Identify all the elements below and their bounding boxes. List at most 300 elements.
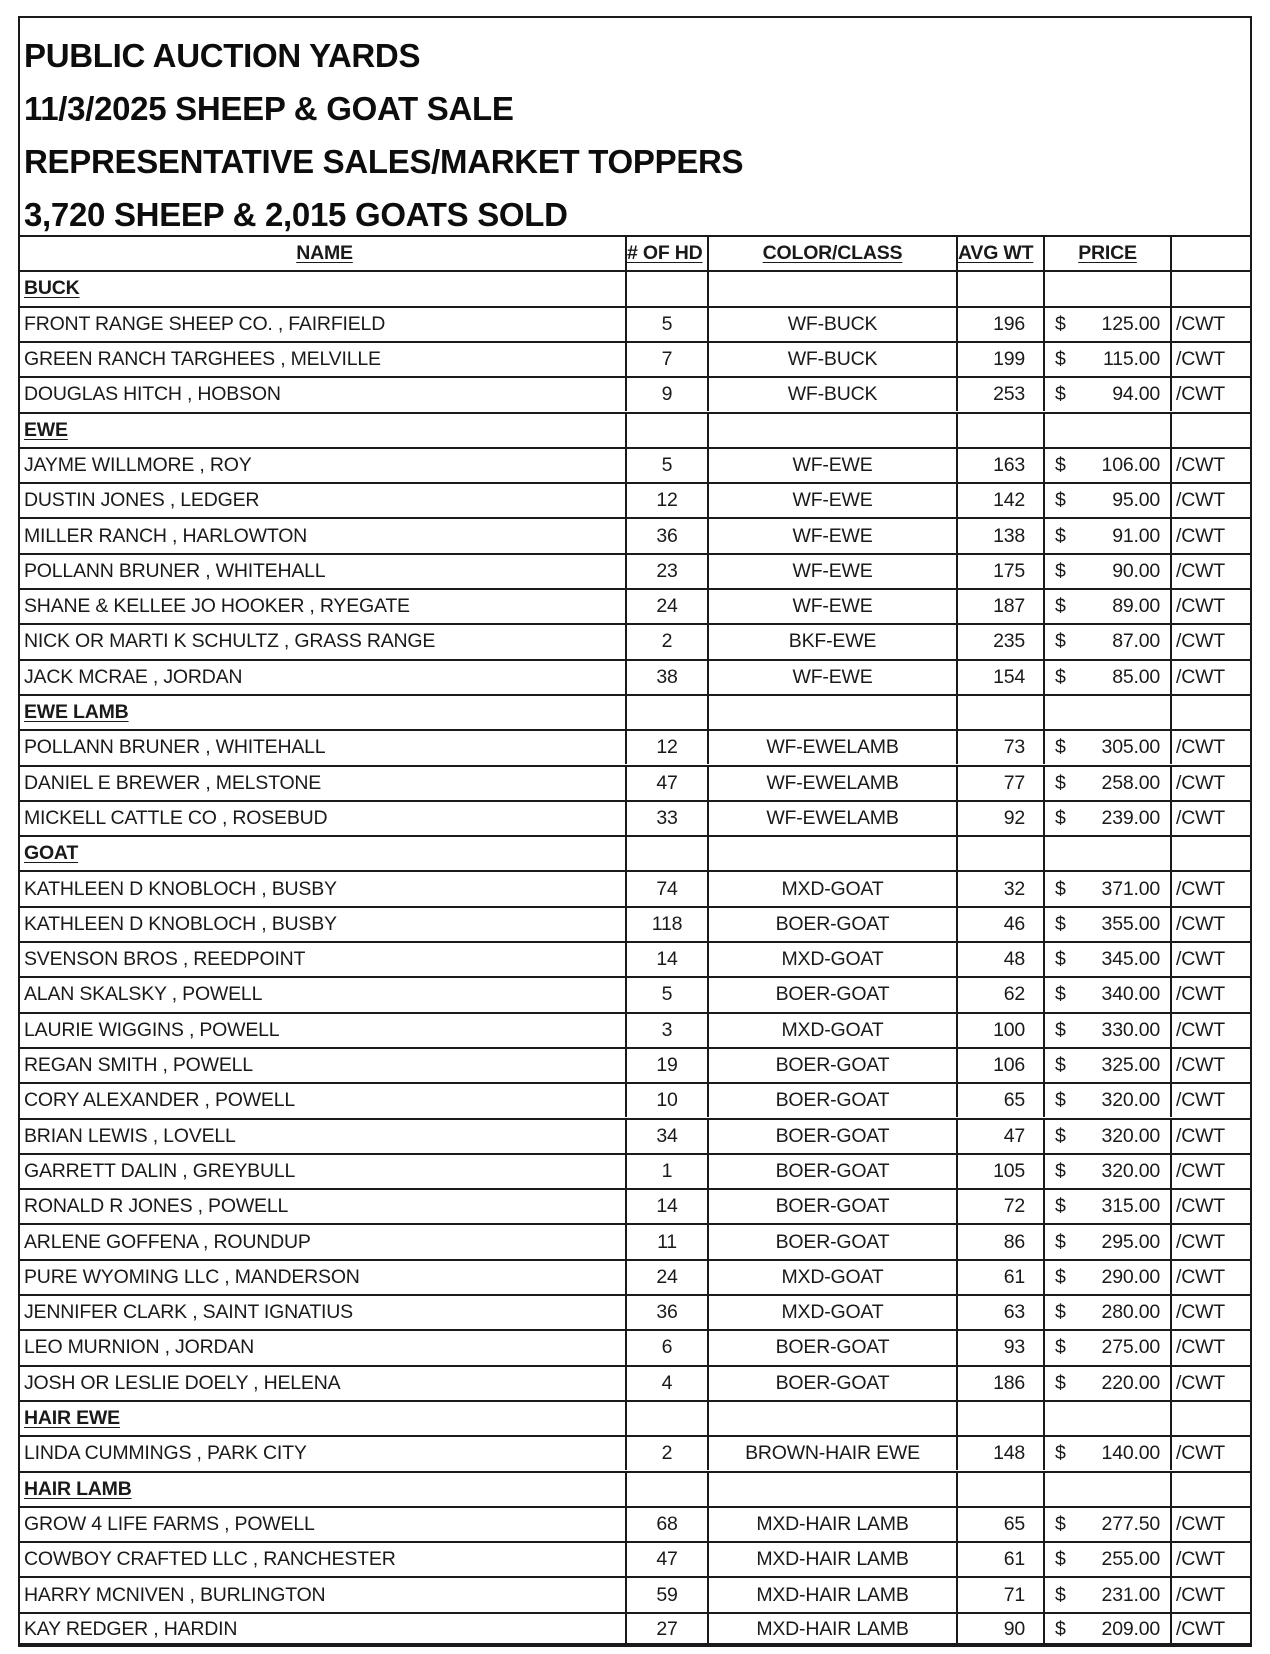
table-row	[18, 1612, 1252, 1647]
head-count: 36	[625, 1296, 707, 1329]
currency-symbol: $	[1055, 983, 1066, 1006]
price-unit: /CWT	[1170, 1578, 1252, 1611]
column-header-unit	[1170, 237, 1252, 270]
color-class: MXD-HAIR LAMB	[707, 1543, 956, 1576]
price-amount: 95.00	[1112, 489, 1160, 512]
consignor-name: COWBOY CRAFTED LLC , RANCHESTER	[18, 1543, 625, 1576]
price	[1043, 802, 1170, 835]
average-weight: 63	[956, 1296, 1043, 1329]
empty-cell	[707, 837, 956, 870]
currency-symbol: $	[1055, 1548, 1066, 1571]
price-unit: /CWT	[1170, 1225, 1252, 1258]
section-label-cell	[18, 696, 625, 729]
color-class: MXD-HAIR LAMB	[707, 1578, 956, 1611]
consignor-name: POLLANN BRUNER , WHITEHALL	[18, 731, 625, 764]
currency-symbol: $	[1055, 383, 1066, 406]
price-unit: /CWT	[1170, 1296, 1252, 1329]
empty-cell	[707, 272, 956, 305]
currency-symbol: $	[1055, 630, 1066, 653]
section-row	[18, 694, 1252, 729]
consignor-name: SVENSON BROS , REEDPOINT	[18, 943, 625, 976]
consignor-name: CORY ALEXANDER , POWELL	[18, 1084, 625, 1117]
color-class: WF-EWE	[707, 519, 956, 552]
price-unit: /CWT	[1170, 343, 1252, 376]
empty-cell	[1170, 272, 1252, 305]
price-unit: /CWT	[1170, 872, 1252, 905]
price-amount: 140.00	[1101, 1442, 1160, 1465]
consignor-name: ALAN SKALSKY , POWELL	[18, 978, 625, 1011]
price	[1043, 1120, 1170, 1153]
consignor-name: LEO MURNION , JORDAN	[18, 1331, 625, 1364]
color-class: WF-EWE	[707, 449, 956, 482]
head-count: 1	[625, 1155, 707, 1188]
section-label-cell	[18, 1473, 625, 1506]
table-row	[18, 765, 1252, 800]
head-count: 6	[625, 1331, 707, 1364]
empty-cell	[1170, 696, 1252, 729]
average-weight: 93	[956, 1331, 1043, 1364]
price-unit: /CWT	[1170, 1508, 1252, 1541]
head-count: 10	[625, 1084, 707, 1117]
average-weight: 199	[956, 343, 1043, 376]
average-weight: 61	[956, 1261, 1043, 1294]
head-count: 33	[625, 802, 707, 835]
head-count: 38	[625, 661, 707, 694]
table-row	[18, 659, 1252, 694]
consignor-name: NICK OR MARTI K SCHULTZ , GRASS RANGE	[18, 625, 625, 658]
price	[1043, 1614, 1170, 1645]
table-row	[18, 1576, 1252, 1611]
consignor-name: GARRETT DALIN , GREYBULL	[18, 1155, 625, 1188]
price-amount: 277.50	[1101, 1512, 1160, 1535]
price-unit: /CWT	[1170, 661, 1252, 694]
color-class: WF-EWE	[707, 555, 956, 588]
empty-cell	[1170, 837, 1252, 870]
empty-cell	[1043, 696, 1170, 729]
average-weight: 72	[956, 1190, 1043, 1223]
color-class: BOER-GOAT	[707, 1049, 956, 1082]
head-count: 68	[625, 1508, 707, 1541]
report-title-head-count: 3,720 SHEEP & 2,015 GOATS SOLD	[24, 196, 568, 233]
price	[1043, 590, 1170, 623]
empty-cell	[625, 414, 707, 447]
empty-cell	[1170, 414, 1252, 447]
consignor-name: JAYME WILLMORE , ROY	[18, 449, 625, 482]
consignor-name: HARRY MCNIVEN , BURLINGTON	[18, 1578, 625, 1611]
table-header-row	[18, 235, 1252, 270]
table-row	[18, 1435, 1252, 1470]
price-amount: 355.00	[1101, 912, 1160, 935]
price-unit: /CWT	[1170, 1190, 1252, 1223]
table-row	[18, 870, 1252, 905]
price	[1043, 1331, 1170, 1364]
price-amount: 255.00	[1101, 1548, 1160, 1571]
price-amount: 320.00	[1101, 1159, 1160, 1182]
table-row	[18, 1153, 1252, 1188]
price-amount: 91.00	[1112, 524, 1160, 547]
price-amount: 371.00	[1101, 877, 1160, 900]
head-count: 3	[625, 1014, 707, 1047]
price	[1043, 1155, 1170, 1188]
head-count: 47	[625, 767, 707, 800]
price-amount: 320.00	[1101, 1124, 1160, 1147]
price	[1043, 661, 1170, 694]
price	[1043, 943, 1170, 976]
head-count: 24	[625, 1261, 707, 1294]
empty-cell	[956, 837, 1043, 870]
price-amount: 90.00	[1112, 559, 1160, 582]
price	[1043, 449, 1170, 482]
color-class: WF-EWELAMB	[707, 802, 956, 835]
average-weight: 163	[956, 449, 1043, 482]
average-weight: 71	[956, 1578, 1043, 1611]
price-unit: /CWT	[1170, 1331, 1252, 1364]
section-row	[18, 412, 1252, 447]
price-unit: /CWT	[1170, 978, 1252, 1011]
table-row	[18, 1223, 1252, 1258]
price-amount: 325.00	[1101, 1054, 1160, 1077]
head-count: 14	[625, 1190, 707, 1223]
price-amount: 209.00	[1101, 1617, 1160, 1640]
price	[1043, 1578, 1170, 1611]
table-row	[18, 729, 1252, 764]
head-count: 36	[625, 519, 707, 552]
consignor-name: DOUGLAS HITCH , HOBSON	[18, 378, 625, 411]
price-unit: /CWT	[1170, 625, 1252, 658]
head-count: 34	[625, 1120, 707, 1153]
price-unit: /CWT	[1170, 1261, 1252, 1294]
price-unit: /CWT	[1170, 802, 1252, 835]
empty-cell	[625, 1402, 707, 1435]
table-row	[18, 447, 1252, 482]
empty-cell	[625, 272, 707, 305]
price-unit: /CWT	[1170, 519, 1252, 552]
price-amount: 89.00	[1112, 595, 1160, 618]
head-count: 4	[625, 1367, 707, 1400]
price-amount: 320.00	[1101, 1089, 1160, 1112]
price-unit: /CWT	[1170, 378, 1252, 411]
empty-cell	[707, 1473, 956, 1506]
table-row	[18, 976, 1252, 1011]
head-count: 5	[625, 978, 707, 1011]
table-row	[18, 1082, 1252, 1117]
empty-cell	[1043, 1402, 1170, 1435]
price-amount: 340.00	[1101, 983, 1160, 1006]
price	[1043, 519, 1170, 552]
color-class: BOER-GOAT	[707, 1225, 956, 1258]
empty-cell	[956, 272, 1043, 305]
currency-symbol: $	[1055, 1018, 1066, 1041]
currency-symbol: $	[1055, 1054, 1066, 1077]
price-amount: 305.00	[1101, 736, 1160, 759]
report-title-subtitle: REPRESENTATIVE SALES/MARKET TOPPERS	[24, 143, 744, 180]
column-header-name-label: NAME	[296, 242, 353, 265]
price	[1043, 908, 1170, 941]
head-count: 5	[625, 308, 707, 341]
price	[1043, 625, 1170, 658]
price-amount: 290.00	[1101, 1265, 1160, 1288]
table-row	[18, 1188, 1252, 1223]
empty-cell	[956, 1473, 1043, 1506]
table-row	[18, 482, 1252, 517]
price-amount: 87.00	[1112, 630, 1160, 653]
price-unit: /CWT	[1170, 1014, 1252, 1047]
currency-symbol: $	[1055, 1230, 1066, 1253]
price-amount: 85.00	[1112, 665, 1160, 688]
section-label: EWE LAMB	[24, 701, 129, 724]
average-weight: 138	[956, 519, 1043, 552]
average-weight: 48	[956, 943, 1043, 976]
average-weight: 86	[956, 1225, 1043, 1258]
average-weight: 187	[956, 590, 1043, 623]
price-unit: /CWT	[1170, 1437, 1252, 1470]
price	[1043, 1543, 1170, 1576]
head-count: 7	[625, 343, 707, 376]
price	[1043, 343, 1170, 376]
empty-cell	[1043, 272, 1170, 305]
price-unit: /CWT	[1170, 943, 1252, 976]
price	[1043, 1049, 1170, 1082]
consignor-name: JENNIFER CLARK , SAINT IGNATIUS	[18, 1296, 625, 1329]
average-weight: 77	[956, 767, 1043, 800]
price-unit: /CWT	[1170, 731, 1252, 764]
color-class: BOER-GOAT	[707, 1084, 956, 1117]
average-weight: 105	[956, 1155, 1043, 1188]
price-amount: 330.00	[1101, 1018, 1160, 1041]
consignor-name: DUSTIN JONES , LEDGER	[18, 484, 625, 517]
price-amount: 295.00	[1101, 1230, 1160, 1253]
color-class: MXD-GOAT	[707, 1014, 956, 1047]
price	[1043, 872, 1170, 905]
price	[1043, 1084, 1170, 1117]
column-header-price	[1043, 237, 1170, 270]
table-row	[18, 1259, 1252, 1294]
price-amount: 315.00	[1101, 1195, 1160, 1218]
currency-symbol: $	[1055, 312, 1066, 335]
head-count: 12	[625, 484, 707, 517]
average-weight: 253	[956, 378, 1043, 411]
consignor-name: GREEN RANCH TARGHEES , MELVILLE	[18, 343, 625, 376]
average-weight: 65	[956, 1084, 1043, 1117]
column-header-color-class	[707, 237, 956, 270]
price	[1043, 555, 1170, 588]
column-header-avg-wt-label: AVG WT	[958, 242, 1034, 265]
consignor-name: RONALD R JONES , POWELL	[18, 1190, 625, 1223]
consignor-name: REGAN SMITH , POWELL	[18, 1049, 625, 1082]
color-class: MXD-GOAT	[707, 872, 956, 905]
table-row	[18, 1506, 1252, 1541]
price-amount: 275.00	[1101, 1336, 1160, 1359]
table-row	[18, 341, 1252, 376]
table-row	[18, 623, 1252, 658]
price	[1043, 1296, 1170, 1329]
currency-symbol: $	[1055, 877, 1066, 900]
price-unit: /CWT	[1170, 449, 1252, 482]
average-weight: 100	[956, 1014, 1043, 1047]
price-amount: 345.00	[1101, 948, 1160, 971]
color-class: BOER-GOAT	[707, 1155, 956, 1188]
currency-symbol: $	[1055, 1583, 1066, 1606]
price-amount: 125.00	[1101, 312, 1160, 335]
average-weight: 142	[956, 484, 1043, 517]
head-count: 74	[625, 872, 707, 905]
price	[1043, 978, 1170, 1011]
empty-cell	[707, 1402, 956, 1435]
head-count: 23	[625, 555, 707, 588]
color-class: BKF-EWE	[707, 625, 956, 658]
price-unit: /CWT	[1170, 484, 1252, 517]
price-unit: /CWT	[1170, 767, 1252, 800]
color-class: BOER-GOAT	[707, 1120, 956, 1153]
section-label-cell	[18, 272, 625, 305]
currency-symbol: $	[1055, 559, 1066, 582]
table-row	[18, 941, 1252, 976]
currency-symbol: $	[1055, 524, 1066, 547]
color-class: WF-EWE	[707, 661, 956, 694]
empty-cell	[1043, 414, 1170, 447]
currency-symbol: $	[1055, 1195, 1066, 1218]
empty-cell	[956, 696, 1043, 729]
consignor-name: LINDA CUMMINGS , PARK CITY	[18, 1437, 625, 1470]
section-row	[18, 1471, 1252, 1506]
color-class: BOER-GOAT	[707, 1331, 956, 1364]
average-weight: 62	[956, 978, 1043, 1011]
color-class: BOER-GOAT	[707, 908, 956, 941]
currency-symbol: $	[1055, 736, 1066, 759]
empty-cell	[625, 837, 707, 870]
currency-symbol: $	[1055, 912, 1066, 935]
section-row	[18, 1400, 1252, 1435]
sale-report-sheet	[18, 16, 1252, 1645]
average-weight: 92	[956, 802, 1043, 835]
color-class: MXD-GOAT	[707, 1261, 956, 1294]
table-row	[18, 1012, 1252, 1047]
color-class: BOER-GOAT	[707, 1367, 956, 1400]
consignor-name: KAY REDGER , HARDIN	[18, 1614, 625, 1645]
average-weight: 196	[956, 308, 1043, 341]
currency-symbol: $	[1055, 1301, 1066, 1324]
column-header-price-label: PRICE	[1078, 242, 1137, 265]
head-count: 27	[625, 1614, 707, 1645]
table-row	[18, 1329, 1252, 1364]
currency-symbol: $	[1055, 595, 1066, 618]
average-weight: 175	[956, 555, 1043, 588]
price	[1043, 1437, 1170, 1470]
color-class: WF-BUCK	[707, 343, 956, 376]
head-count: 11	[625, 1225, 707, 1258]
report-title-yard: PUBLIC AUCTION YARDS	[24, 37, 421, 74]
price-unit: /CWT	[1170, 308, 1252, 341]
empty-cell	[956, 1402, 1043, 1435]
color-class: BROWN-HAIR EWE	[707, 1437, 956, 1470]
table-row	[18, 1294, 1252, 1329]
price-amount: 220.00	[1101, 1371, 1160, 1394]
color-class: WF-EWE	[707, 590, 956, 623]
price-unit: /CWT	[1170, 1367, 1252, 1400]
average-weight: 154	[956, 661, 1043, 694]
price-unit: /CWT	[1170, 590, 1252, 623]
price-amount: 94.00	[1112, 383, 1160, 406]
table-row	[18, 906, 1252, 941]
head-count: 2	[625, 1437, 707, 1470]
head-count: 47	[625, 1543, 707, 1576]
color-class: BOER-GOAT	[707, 978, 956, 1011]
head-count: 24	[625, 590, 707, 623]
head-count: 9	[625, 378, 707, 411]
currency-symbol: $	[1055, 1265, 1066, 1288]
color-class: MXD-HAIR LAMB	[707, 1614, 956, 1645]
currency-symbol: $	[1055, 1512, 1066, 1535]
column-header-avg-wt	[956, 237, 1043, 270]
section-label: GOAT	[24, 842, 79, 865]
currency-symbol: $	[1055, 1124, 1066, 1147]
section-label-cell	[18, 837, 625, 870]
column-header-color-class-label: COLOR/CLASS	[762, 242, 903, 265]
head-count: 14	[625, 943, 707, 976]
price	[1043, 378, 1170, 411]
currency-symbol: $	[1055, 1442, 1066, 1465]
price-unit: /CWT	[1170, 1543, 1252, 1576]
empty-cell	[1170, 1473, 1252, 1506]
consignor-name: MICKELL CATTLE CO , ROSEBUD	[18, 802, 625, 835]
price	[1043, 1225, 1170, 1258]
price-amount: 280.00	[1101, 1301, 1160, 1324]
average-weight: 90	[956, 1614, 1043, 1645]
average-weight: 61	[956, 1543, 1043, 1576]
color-class: WF-BUCK	[707, 308, 956, 341]
section-label: HAIR EWE	[24, 1407, 120, 1430]
currency-symbol: $	[1055, 806, 1066, 829]
average-weight: 32	[956, 872, 1043, 905]
average-weight: 73	[956, 731, 1043, 764]
color-class: WF-BUCK	[707, 378, 956, 411]
average-weight: 148	[956, 1437, 1043, 1470]
consignor-name: MILLER RANCH , HARLOWTON	[18, 519, 625, 552]
empty-cell	[707, 414, 956, 447]
empty-cell	[956, 414, 1043, 447]
column-header-head-label: # OF HD	[627, 242, 703, 265]
table-row	[18, 1541, 1252, 1576]
consignor-name: DANIEL E BREWER , MELSTONE	[18, 767, 625, 800]
head-count: 19	[625, 1049, 707, 1082]
table-row	[18, 1118, 1252, 1153]
price-unit: /CWT	[1170, 1049, 1252, 1082]
color-class: WF-EWE	[707, 484, 956, 517]
color-class: WF-EWELAMB	[707, 731, 956, 764]
consignor-name: POLLANN BRUNER , WHITEHALL	[18, 555, 625, 588]
price	[1043, 1014, 1170, 1047]
table-row	[18, 517, 1252, 552]
price-amount: 239.00	[1101, 806, 1160, 829]
report-title-block	[20, 18, 1250, 236]
consignor-name: KATHLEEN D KNOBLOCH , BUSBY	[18, 872, 625, 905]
average-weight: 186	[956, 1367, 1043, 1400]
average-weight: 106	[956, 1049, 1043, 1082]
report-title-sale-date: 11/3/2025 SHEEP & GOAT SALE	[24, 90, 514, 127]
price	[1043, 731, 1170, 764]
price	[1043, 1367, 1170, 1400]
price-unit: /CWT	[1170, 1084, 1252, 1117]
empty-cell	[707, 696, 956, 729]
average-weight: 47	[956, 1120, 1043, 1153]
price-unit: /CWT	[1170, 1614, 1252, 1645]
currency-symbol: $	[1055, 665, 1066, 688]
color-class: MXD-GOAT	[707, 1296, 956, 1329]
currency-symbol: $	[1055, 1089, 1066, 1112]
section-label-cell	[18, 414, 625, 447]
table-row	[18, 1365, 1252, 1400]
currency-symbol: $	[1055, 1371, 1066, 1394]
